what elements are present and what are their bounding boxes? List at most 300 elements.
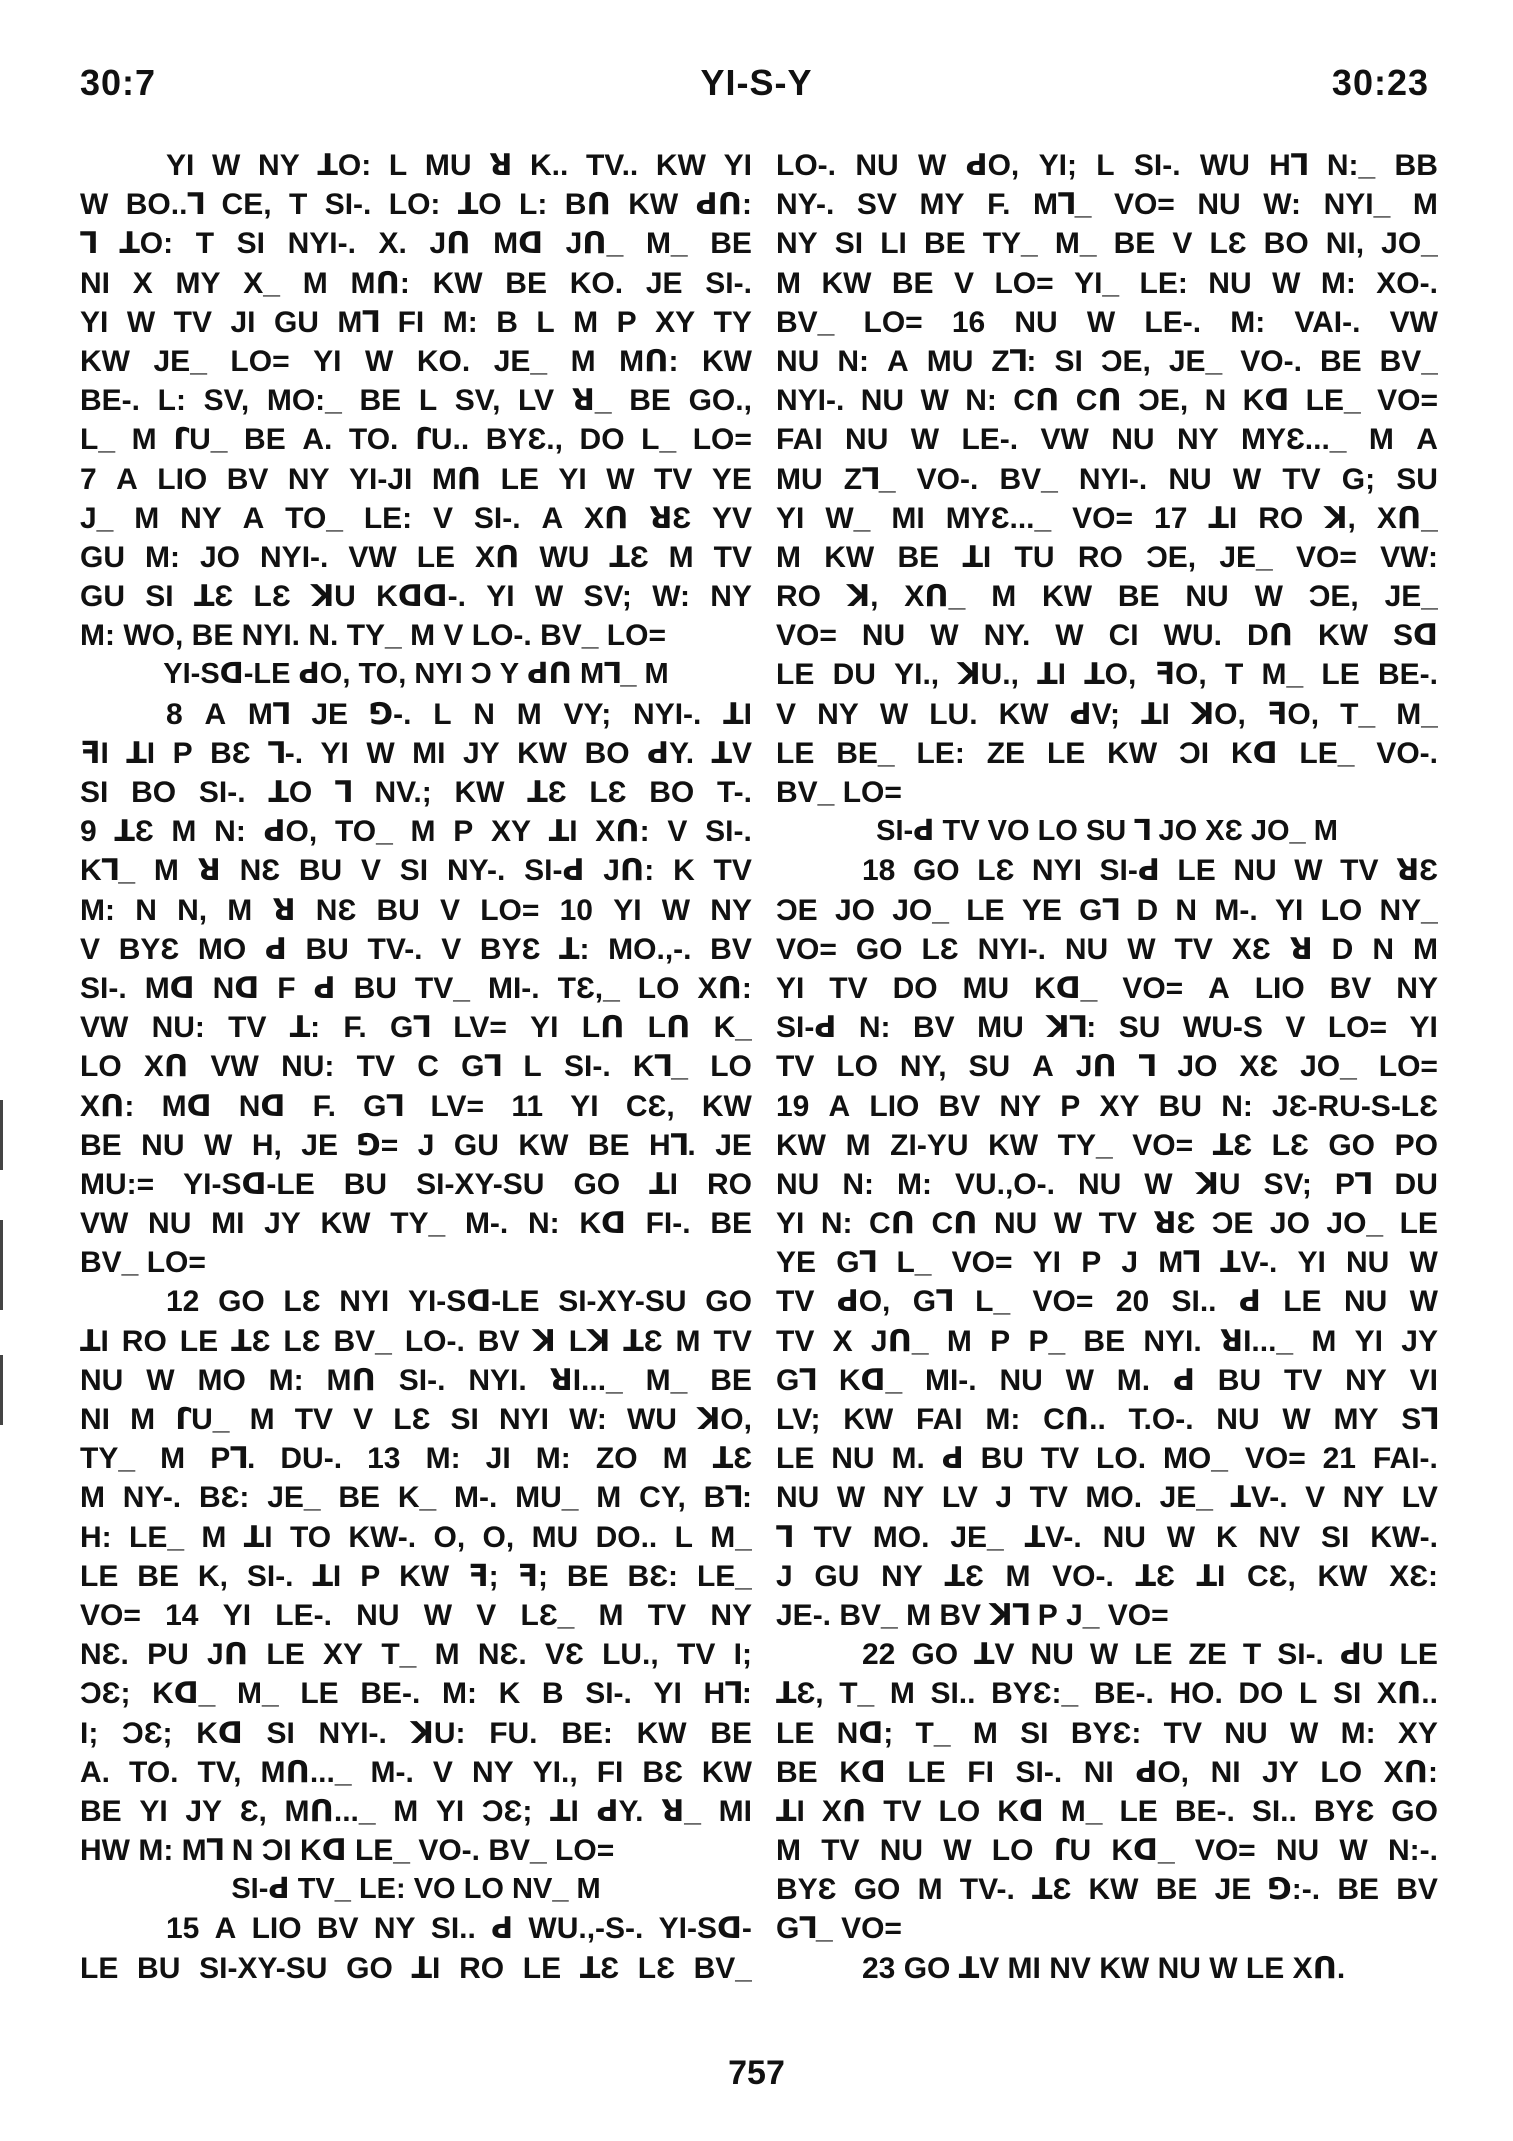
word: RO	[121, 1324, 167, 1358]
word: Mꓶ	[1158, 1246, 1200, 1280]
word: VO-.	[1376, 736, 1438, 770]
word: NY	[1345, 1363, 1387, 1397]
word: NU	[356, 1598, 400, 1632]
word: SU	[1396, 462, 1438, 496]
text-line	[80, 891, 752, 930]
word: M:	[441, 1677, 477, 1711]
word: BE	[1117, 580, 1160, 614]
word: 19	[776, 1089, 810, 1123]
word: TO.	[348, 423, 399, 457]
word: NV.;	[374, 776, 432, 809]
word: KO.	[569, 266, 624, 300]
word: Jꓵ	[429, 227, 471, 261]
word: JI	[485, 1442, 511, 1476]
text-line	[776, 1322, 1438, 1361]
word: LE	[80, 1951, 119, 1985]
word: 16	[951, 305, 986, 339]
word: BU	[353, 971, 397, 1005]
word: ꓒO,	[1135, 1755, 1189, 1789]
word: BO..ꓶ	[125, 188, 205, 222]
text-line	[80, 1792, 752, 1831]
word: ꟻO,	[1154, 658, 1207, 692]
word: LO:	[388, 188, 441, 222]
word: Kꓶ_	[80, 854, 136, 888]
word: LO=	[692, 423, 752, 457]
word: NU	[1275, 1834, 1320, 1868]
word: WU-S	[1182, 1011, 1263, 1045]
word: W	[1065, 1363, 1094, 1397]
word: LE-.	[961, 423, 1019, 457]
word: LE	[522, 1951, 562, 1985]
word: TU	[1014, 540, 1055, 574]
word: BV	[1396, 1873, 1438, 1907]
word: FI	[397, 305, 425, 339]
word: VO	[413, 1873, 464, 1906]
word: FI	[596, 1755, 624, 1789]
word: YI-Sꓷ-LE	[407, 1285, 540, 1319]
word: SV;	[583, 580, 632, 614]
word: NY	[776, 227, 818, 261]
word: N.	[308, 619, 347, 653]
word: T.O-.	[1128, 1403, 1194, 1436]
word: GO	[855, 932, 903, 966]
word: LE_	[354, 1834, 419, 1868]
word: BE:	[561, 1716, 613, 1750]
word: D	[1136, 893, 1159, 927]
word: SI	[145, 580, 174, 614]
section-heading	[80, 655, 752, 694]
word: Xꓵ_	[1376, 501, 1438, 535]
word: NU	[999, 1363, 1043, 1397]
word: LIO	[869, 1089, 920, 1123]
word: W:	[652, 580, 690, 614]
word: NU	[1197, 188, 1241, 222]
word: JE	[1214, 1873, 1252, 1907]
word: ZE	[986, 736, 1026, 770]
word: T_	[915, 1716, 951, 1750]
word: V	[440, 893, 461, 927]
word: Zꓶ:	[991, 344, 1037, 378]
word: Lꓵ	[581, 1011, 625, 1045]
word: NƐ	[239, 854, 281, 888]
word: GO	[903, 1951, 959, 1985]
word: J	[776, 1559, 793, 1593]
word: YE	[711, 462, 752, 496]
word: M	[972, 1716, 998, 1750]
word: Gꓶ	[389, 1011, 431, 1045]
word: NI,	[1325, 227, 1365, 261]
text-line	[80, 616, 752, 655]
word: ꓨ:-.	[1268, 1873, 1321, 1907]
word: YI	[570, 1089, 599, 1123]
word: T_	[381, 1638, 417, 1672]
text-line	[776, 1753, 1438, 1792]
word: TV	[821, 1834, 860, 1868]
text-line	[776, 891, 1438, 930]
word: M-.	[464, 1207, 509, 1241]
text-line	[80, 1753, 752, 1792]
word: VƐ	[544, 1638, 584, 1672]
text-line	[776, 655, 1438, 694]
word: YI-Sꓷ-LE	[163, 658, 299, 691]
word: ꓒY.	[596, 1794, 644, 1828]
text-line	[80, 1087, 752, 1126]
word: V	[443, 619, 472, 653]
word: ꓒ	[1238, 1285, 1261, 1319]
word: Hꓶ:	[703, 1677, 752, 1711]
text-line	[776, 1087, 1438, 1126]
word: M	[1005, 1559, 1031, 1593]
word: SI-.	[1277, 1638, 1324, 1672]
word: KW	[628, 188, 679, 222]
word: NY	[1396, 971, 1438, 1005]
word: N:	[820, 1207, 853, 1241]
word: LU.	[929, 697, 978, 731]
word: Lꓵ	[647, 1011, 691, 1045]
word: SV,	[454, 384, 501, 418]
word: Kꓷ_	[838, 1363, 903, 1397]
text-line	[80, 1714, 752, 1753]
word: ꓕI	[1141, 697, 1170, 731]
text-line	[776, 1361, 1438, 1400]
word: SI..	[1171, 1285, 1217, 1319]
word: BE	[923, 227, 966, 261]
word: SI..	[930, 1677, 976, 1711]
word: M:	[268, 1363, 304, 1397]
word: ꓤI..._	[549, 1363, 623, 1397]
word: NYI.	[468, 1363, 527, 1397]
word: Kꓷ	[196, 1716, 243, 1750]
word: NY	[1176, 423, 1219, 457]
word: XY	[490, 815, 532, 849]
word: LE	[1245, 1951, 1293, 1985]
word: BV_	[80, 1246, 147, 1280]
section-heading	[80, 1870, 752, 1909]
word: BE-.	[80, 384, 140, 418]
word: M.	[891, 1442, 925, 1476]
word: BO	[1263, 227, 1309, 261]
word: ꓕƐ	[609, 540, 649, 574]
text-line	[80, 1361, 752, 1400]
word: M	[516, 697, 542, 731]
word: Kꓷ	[839, 1755, 886, 1789]
word: CY,	[639, 1481, 686, 1515]
word: Kꓷ_	[1111, 1834, 1175, 1868]
text-line	[776, 1870, 1438, 1909]
word: SI	[80, 776, 109, 809]
word: LO	[836, 1050, 878, 1084]
word: SI	[834, 227, 864, 261]
word: BV	[316, 1912, 359, 1946]
text-line	[80, 381, 752, 420]
word: VY;	[563, 697, 612, 731]
word: NY	[817, 697, 859, 731]
word: YV	[711, 501, 752, 535]
text-line	[80, 1047, 752, 1086]
word: J_	[1066, 1598, 1108, 1632]
word: GU	[453, 1128, 499, 1162]
word: LE	[1399, 1638, 1438, 1672]
text-line	[80, 773, 752, 812]
word: TO,	[358, 658, 415, 691]
word: YI	[1409, 1011, 1438, 1045]
word: KW-.	[1370, 1520, 1438, 1554]
word: NYI-.	[633, 697, 702, 731]
word: Sꓶ	[1401, 1403, 1438, 1436]
word: N,	[177, 893, 208, 927]
word: BO	[584, 736, 630, 770]
word: TV	[1029, 1481, 1068, 1515]
word: BU	[1158, 1089, 1203, 1123]
word: W	[364, 344, 394, 378]
text-line	[80, 1165, 752, 1204]
word: SI	[1054, 344, 1083, 378]
word: W	[1055, 619, 1084, 653]
word: SI-.	[585, 1677, 632, 1711]
word: TV_	[297, 1873, 359, 1906]
word: ꓒ	[264, 932, 287, 966]
word: LV	[941, 1481, 978, 1515]
word: NU	[1030, 1638, 1074, 1672]
word: ꓘO,	[697, 1403, 752, 1436]
word: VI	[1409, 1363, 1438, 1397]
word: NYI	[498, 1403, 549, 1436]
word: P	[1037, 1598, 1067, 1632]
word: VO=	[841, 1912, 902, 1946]
word: ꓕI	[723, 697, 752, 731]
word: LE:	[916, 736, 965, 770]
word: Gꓶ_	[776, 1912, 842, 1946]
word: ꓕƐ,	[776, 1677, 824, 1711]
word: LO=	[863, 305, 923, 339]
word: Mꓶ	[181, 1834, 232, 1868]
word: NU	[1343, 1285, 1388, 1319]
text-line	[776, 420, 1438, 459]
word: L	[418, 384, 438, 418]
word: YI	[139, 1794, 168, 1828]
page-number: 757	[728, 2054, 785, 2092]
word: NU	[776, 1481, 820, 1515]
word: Mꓶ	[247, 697, 290, 731]
word: ꓕI	[962, 540, 992, 574]
word: VO=	[1132, 1128, 1194, 1162]
word: KW	[776, 1128, 826, 1162]
text-line	[80, 1674, 752, 1713]
word: P	[1060, 1089, 1081, 1123]
word: BU	[376, 893, 420, 927]
word: NY	[882, 1481, 925, 1515]
word: BU	[305, 932, 349, 966]
word: ꓤ	[489, 149, 513, 182]
word: VO=	[1122, 971, 1184, 1005]
word: I;	[733, 1638, 752, 1672]
word: TV	[1282, 462, 1321, 496]
word: KW	[1099, 1951, 1158, 1985]
word: M	[249, 1403, 275, 1436]
word: GU	[814, 1559, 860, 1593]
word: ZO	[595, 1442, 638, 1476]
word: NYI-.	[977, 932, 1046, 966]
word: VO=	[1107, 1598, 1169, 1632]
word: JY	[1262, 1755, 1299, 1789]
text-line	[776, 185, 1438, 224]
word: P	[453, 815, 474, 849]
word: KW	[824, 540, 875, 574]
word: W	[661, 893, 691, 927]
word: BV	[226, 462, 269, 496]
word: Jꓵ:	[603, 854, 655, 888]
word: MY	[919, 188, 965, 222]
word: Bꓵ	[564, 188, 611, 222]
word: MI	[718, 1794, 752, 1828]
word: J	[1121, 1246, 1139, 1280]
word: M:	[1320, 266, 1356, 300]
word: A	[242, 501, 265, 535]
word: BU	[343, 1167, 388, 1201]
word: ꓒO,	[263, 815, 318, 849]
word: ꓕV	[711, 736, 752, 770]
word: X	[132, 266, 153, 300]
word: TV_	[414, 971, 470, 1005]
word: NYI.	[241, 619, 309, 653]
word: ꓕƐ	[712, 1442, 752, 1476]
word: BE	[710, 1716, 752, 1750]
text-line	[80, 1478, 752, 1517]
word: Cꓵ	[868, 1207, 915, 1241]
word: BV_	[776, 305, 835, 339]
word: YI	[435, 1794, 465, 1828]
word: W	[1144, 1167, 1173, 1201]
word: M	[991, 580, 1017, 614]
word: KW	[1088, 1873, 1139, 1907]
word: BO	[131, 776, 177, 809]
word: W	[80, 188, 109, 222]
word: ƆE,	[1138, 384, 1189, 418]
header-right-reference: 30:23	[1331, 62, 1429, 103]
word: KW-.	[348, 1520, 417, 1554]
word: CE,	[221, 188, 272, 222]
word: N	[135, 893, 157, 927]
word: W	[1272, 266, 1301, 300]
word: XY	[1397, 1716, 1438, 1750]
text-line	[80, 1518, 752, 1557]
word: M	[1412, 188, 1438, 222]
word: T	[1224, 658, 1244, 692]
word: BE	[1319, 344, 1362, 378]
word: LO.	[1096, 1442, 1147, 1476]
word: SI-.	[198, 776, 246, 809]
word: YE	[1021, 893, 1062, 927]
text-line	[80, 812, 752, 851]
word: KW	[454, 776, 505, 809]
word: V	[476, 1598, 497, 1632]
word: VO=	[1377, 384, 1438, 418]
word: NU	[1064, 932, 1109, 966]
word: NU	[845, 423, 889, 457]
word: BU	[1217, 1363, 1262, 1397]
word: LO=	[606, 619, 666, 653]
word: Hꓶ	[1269, 149, 1308, 182]
word: NY-.	[776, 188, 835, 222]
word: Mꓵ:	[350, 266, 410, 300]
word: K_	[397, 1481, 437, 1515]
word: L_	[896, 1246, 932, 1280]
text-line	[80, 1322, 752, 1361]
word: BV	[912, 1011, 955, 1045]
word: ꓶ	[1134, 815, 1159, 848]
word: KW	[998, 697, 1049, 731]
word: V	[433, 501, 454, 535]
text-line	[776, 264, 1438, 303]
word: KW	[701, 1089, 752, 1123]
word: M	[1313, 815, 1338, 848]
word: LO-.	[404, 1324, 465, 1358]
word: SV;	[1263, 1167, 1312, 1201]
word: LƐ	[977, 854, 1015, 888]
word: M	[393, 1794, 419, 1828]
header-book-title: YI-S-Y	[700, 62, 813, 103]
word: MY	[175, 266, 221, 300]
word: 17	[1154, 501, 1188, 535]
word: LE	[1283, 1285, 1322, 1319]
word: NU	[1346, 1246, 1390, 1280]
word: Zꓶ_	[843, 462, 896, 496]
word: MU	[962, 971, 1010, 1005]
word: NYI-.	[287, 227, 356, 261]
word: NY_	[1379, 893, 1438, 927]
word: JE_	[1384, 580, 1438, 614]
word: NU	[993, 1207, 1038, 1241]
word: W	[943, 1834, 972, 1868]
word: JY	[185, 1794, 223, 1828]
word: NY	[710, 1598, 752, 1632]
word: V	[1172, 227, 1193, 261]
word: SU	[1118, 1011, 1161, 1045]
text-line	[776, 1635, 1438, 1674]
word: NY	[471, 1755, 514, 1789]
word: BV	[939, 1598, 990, 1632]
word: K	[673, 854, 695, 888]
word: N:	[527, 1207, 560, 1241]
word: W	[1053, 1207, 1083, 1241]
word: ꓕI	[548, 815, 578, 849]
word: G;	[1341, 462, 1376, 496]
word: LE:	[358, 1873, 414, 1906]
word: ꓨ-.	[369, 697, 412, 731]
word: NU	[776, 344, 820, 378]
word: M_	[1396, 697, 1438, 731]
word: ꓤƐ	[1153, 1207, 1196, 1241]
word: N	[231, 1834, 262, 1868]
word: 20	[1115, 1285, 1150, 1319]
word: SI	[1321, 1520, 1350, 1554]
word: MO	[197, 1363, 246, 1397]
word: VO=	[1072, 501, 1134, 535]
word: VW	[348, 540, 397, 574]
text-line	[776, 381, 1438, 420]
word: ꓶ	[80, 227, 97, 261]
text-line	[776, 1909, 1438, 1948]
word: TV	[713, 854, 752, 888]
word: KO.	[416, 344, 471, 378]
word: ꓩU_	[173, 423, 228, 457]
word: F	[277, 971, 296, 1005]
word: GO	[912, 854, 960, 888]
word: BE-.	[1377, 658, 1438, 692]
word: YI	[166, 149, 195, 182]
word: W	[534, 580, 564, 614]
word: KW	[432, 266, 483, 300]
